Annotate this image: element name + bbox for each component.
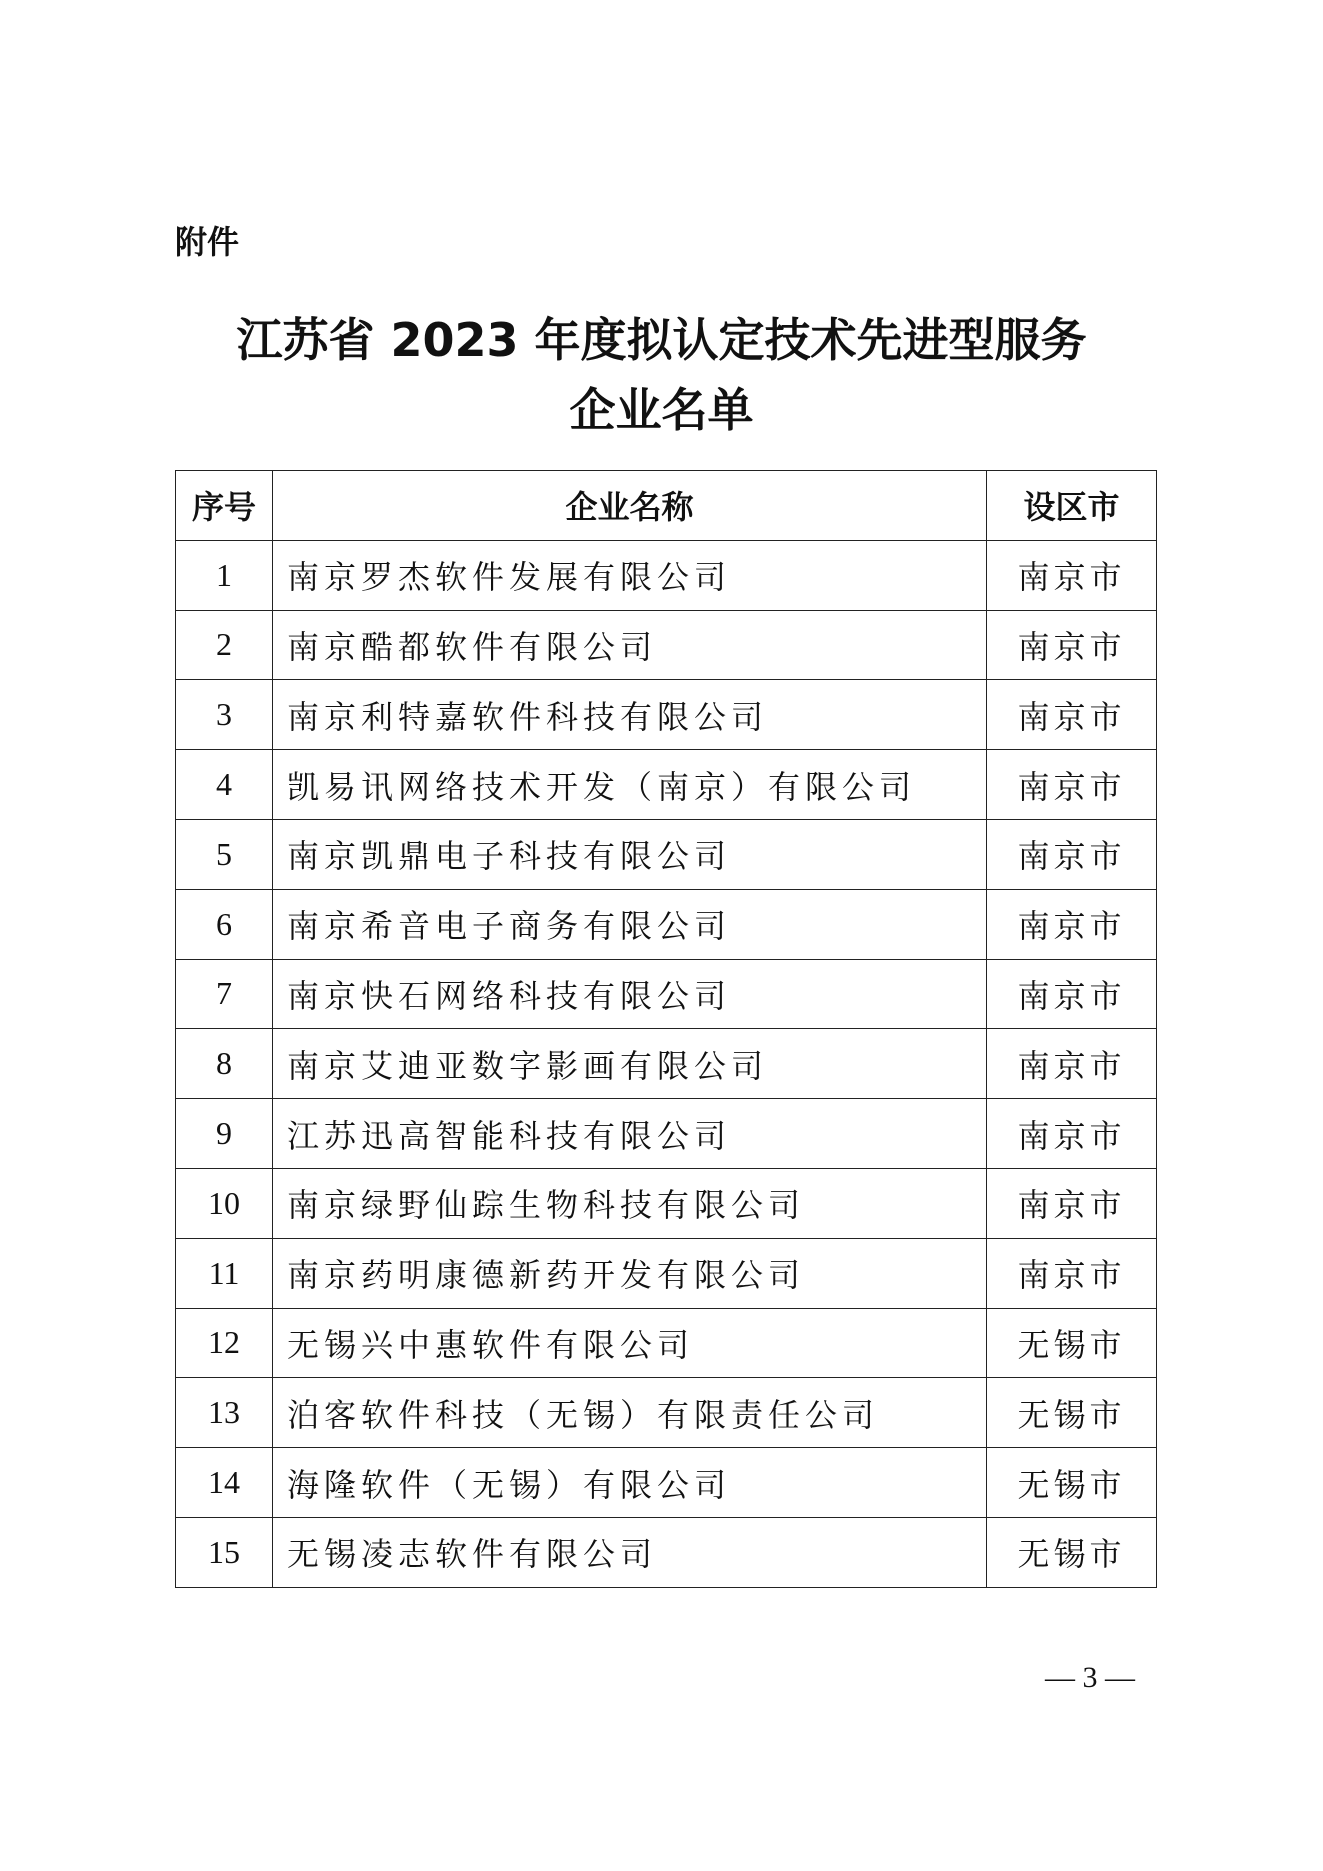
row-company: 南京酷都软件有限公司	[273, 610, 987, 680]
company-table	[175, 470, 1157, 1588]
table-row	[176, 1238, 1157, 1308]
row-company: 江苏迅高智能科技有限公司	[273, 1099, 987, 1169]
row-city: 南京市	[987, 819, 1157, 889]
row-index: 4	[176, 750, 273, 820]
row-city: 南京市	[987, 889, 1157, 959]
row-company: 南京罗杰软件发展有限公司	[273, 540, 987, 610]
row-index: 5	[176, 819, 273, 889]
row-city: 南京市	[987, 540, 1157, 610]
table-row	[176, 1168, 1157, 1238]
row-city: 无锡市	[987, 1378, 1157, 1448]
table-body	[176, 540, 1157, 1587]
row-index: 12	[176, 1308, 273, 1378]
table-row	[176, 1029, 1157, 1099]
row-index: 6	[176, 889, 273, 959]
row-company: 南京凯鼎电子科技有限公司	[273, 819, 987, 889]
row-company: 泊客软件科技（无锡）有限责任公司	[273, 1378, 987, 1448]
row-index: 13	[176, 1378, 273, 1448]
row-city: 南京市	[987, 1168, 1157, 1238]
table-row	[176, 1308, 1157, 1378]
row-city: 无锡市	[987, 1448, 1157, 1518]
row-index: 14	[176, 1448, 273, 1518]
row-company: 南京药明康德新药开发有限公司	[273, 1238, 987, 1308]
row-index: 10	[176, 1168, 273, 1238]
row-index: 11	[176, 1238, 273, 1308]
table-row	[176, 959, 1157, 1029]
row-company: 无锡兴中惠软件有限公司	[273, 1308, 987, 1378]
row-company: 南京绿野仙踪生物科技有限公司	[273, 1168, 987, 1238]
row-index: 3	[176, 680, 273, 750]
row-city: 南京市	[987, 1099, 1157, 1169]
row-company: 无锡凌志软件有限公司	[273, 1517, 987, 1587]
title-line-2: 企业名单	[569, 383, 754, 437]
row-company: 海隆软件（无锡）有限公司	[273, 1448, 987, 1518]
table-row	[176, 610, 1157, 680]
row-index: 9	[176, 1099, 273, 1169]
header-company: 企业名称	[273, 471, 987, 541]
row-city: 无锡市	[987, 1308, 1157, 1378]
header-index: 序号	[176, 471, 273, 541]
row-city: 南京市	[987, 610, 1157, 680]
table-row	[176, 1448, 1157, 1518]
title-line-1: 江苏省 2023 年度拟认定技术先进型服务	[236, 313, 1087, 367]
table-row	[176, 1099, 1157, 1169]
row-index: 8	[176, 1029, 273, 1099]
table-row	[176, 1378, 1157, 1448]
attachment-label: 附件	[175, 223, 240, 261]
table-row	[176, 819, 1157, 889]
row-city: 南京市	[987, 959, 1157, 1029]
row-index: 1	[176, 540, 273, 610]
row-company: 南京艾迪亚数字影画有限公司	[273, 1029, 987, 1099]
row-city: 南京市	[987, 1029, 1157, 1099]
row-company: 南京希音电子商务有限公司	[273, 889, 987, 959]
table-row	[176, 680, 1157, 750]
row-company: 凯易讯网络技术开发（南京）有限公司	[273, 750, 987, 820]
document-title	[0, 305, 1323, 445]
row-index: 15	[176, 1517, 273, 1587]
table-row	[176, 750, 1157, 820]
page-number: — 3 —	[1045, 1661, 1135, 1694]
row-index: 7	[176, 959, 273, 1029]
table-header-row	[176, 471, 1157, 541]
row-city: 无锡市	[987, 1517, 1157, 1587]
row-city: 南京市	[987, 750, 1157, 820]
table-row	[176, 540, 1157, 610]
row-company: 南京利特嘉软件科技有限公司	[273, 680, 987, 750]
row-city: 南京市	[987, 1238, 1157, 1308]
table-row	[176, 1517, 1157, 1587]
row-index: 2	[176, 610, 273, 680]
row-company: 南京快石网络科技有限公司	[273, 959, 987, 1029]
row-city: 南京市	[987, 680, 1157, 750]
header-city: 设区市	[987, 471, 1157, 541]
table-row	[176, 889, 1157, 959]
